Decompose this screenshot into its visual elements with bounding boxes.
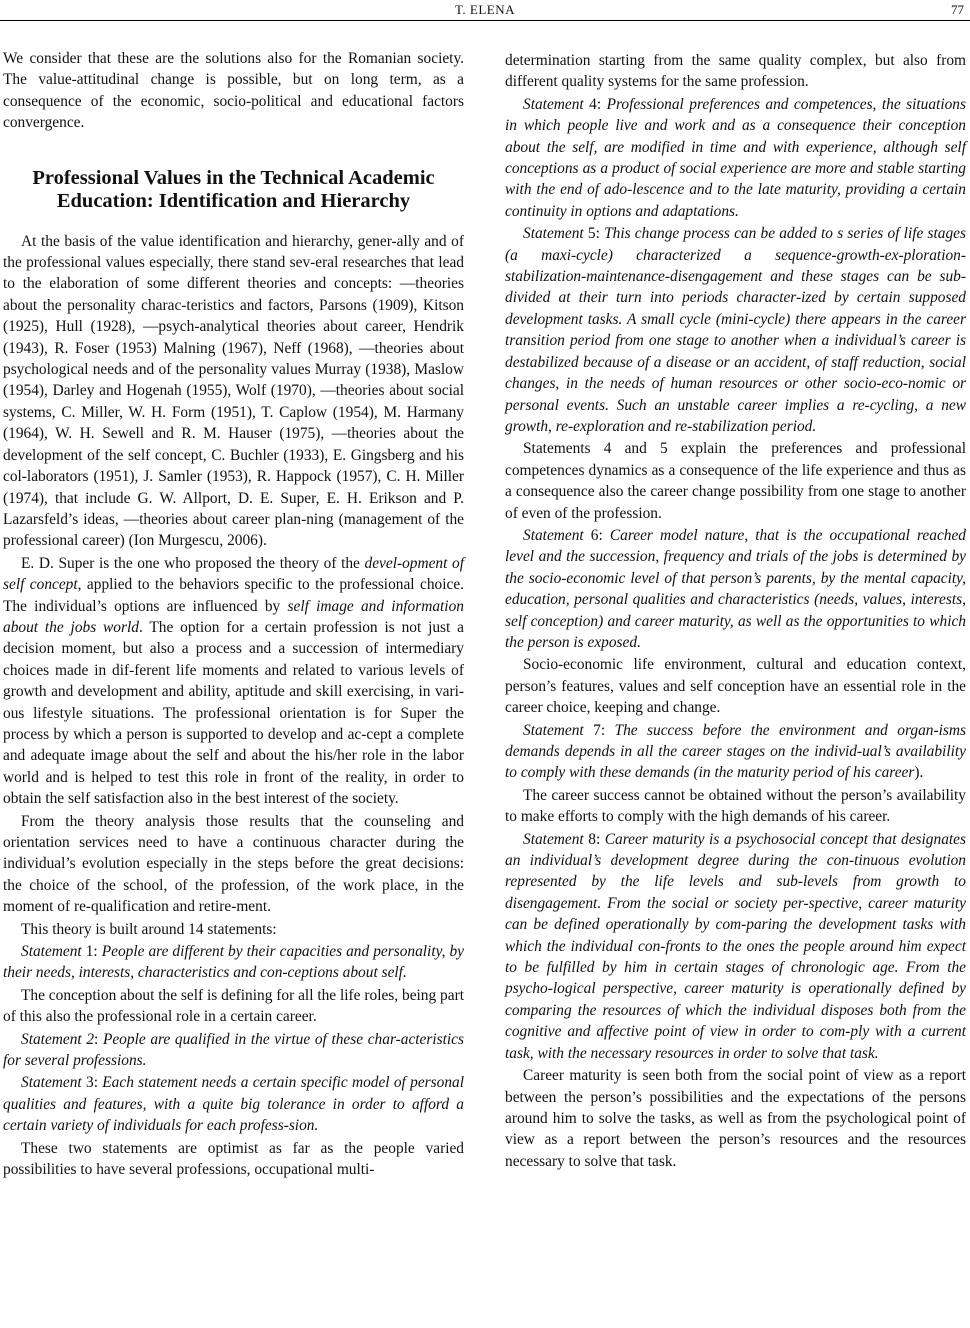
super-text-a: E. D. Super is the one who proposed the theory of the (21, 554, 365, 572)
page-number: 77 (951, 2, 964, 17)
right-column (505, 50, 966, 1172)
statements-intro: This theory is built around 14 statements: (21, 920, 277, 938)
statement-1 (3, 941, 464, 984)
theories-paragraph: At the basis of the value identification and hierarchy, gener-ally and of the professional values especially, there stand sev-eral researches that lead to the elaboration of some different theories and concepts: —theories about the personality charac-teristics and factors, Parsons (1909), Kitson (1925), Hull (1928), —psych-analytical theories about career, Hendrik (1943), R. Foser (1953) Malning (1967), Neff (1968), —theories about psychological needs and of the personality values Murray (1938), Maslow (1954), Darley and Hogenah (1955), Wolf (1970), —theories about social systems, C. Miller, W. H. Form (1951), T. Caplow (1954), M. Harmany (1964), W. H. Sewell and R. M. Hauser (1975), —theories about the development of the self concept, C. Buchler (1933), E. Gingsberg and his col-laborators (1951), J. Samler (1953), R. Happock (1957), C. H. Miller (1974), that include G. W. Allport, D. E. Super, E. H. Erikson and P. Lazarsfeld’s ideas, —theories about career plan-ning (management of the professional career) (Ion Murgescu, 2006). (3, 232, 464, 550)
statements-4-5-paragraph: Statements 4 and 5 explain the preferences and professional competences dynamics as a consequence of the life experience and thus as a consequence also the career change possibility from one stage to another of even of the profession. (505, 440, 966, 522)
statement-6-num: 6: (583, 526, 610, 544)
statement-8-num: 8: (583, 830, 605, 848)
statement-4-text: Professional preferences and competences, the situations in which people live and work and as a consequence their conception about the self, are modified in time and with experience, although self conceptions as a product of social experience are more and stable starting with the end of ado-lescence and to the late maturity, providing a certain continuity in options and adaptations. (505, 95, 966, 220)
career-maturity-paragraph: Career maturity is seen both from the social point of view as a report between the person’s possibilities and the expectations of the persons around him to solve the tasks, as well as from the psychological point of view as a report between the person’s resources and the resources necessary to solve that task. (505, 1067, 966, 1170)
statement-8-text: Career maturity is a psychosocial concept that designates an individual’s development degree during the con-tinuous evolution represented by the life levels and sub-levels from growth to disengagement. From the social or society per-spective, career maturity can be defined operationally by com-paring the development tasks with which the individual con-fronts to the ones the people around him expect to be fulfilled by him in certain stages of chronologic age. From the psycho-logical perspective, career maturity is operationally defined by comparing the resources of which the individual disposes both from the cognitive and affective point of view in order to com-ply with a current task, with the necessary resources in order to solve that task. (505, 830, 966, 1062)
statement-5 (505, 223, 966, 437)
super-paragraph (3, 553, 464, 810)
statement-7 (505, 720, 966, 784)
section-heading: Professional Values in the Technical Academic Education: Identification and Hierarchy (32, 166, 435, 212)
statement-6 (505, 525, 966, 653)
statement-7-label: Statement (523, 721, 584, 739)
statement-4-label: Statement (523, 95, 584, 113)
statement-6-paren: needs, values, interests, self conception (505, 591, 966, 630)
statement-5-num: 5: (583, 225, 605, 243)
left-column (3, 48, 464, 1181)
statement-5-mini: mini-cycle (721, 310, 786, 328)
self-conception-paragraph: The conception about the self is defining for all the life roles, being part of this also the professional role in a certain career. (3, 986, 464, 1026)
statement-1-label: Statement (21, 943, 82, 961)
statement-7-text-a: The success before the environment and organ-isms demands depends in all the career stages on the individ-ual’s availability to comply with these demands ( (505, 721, 966, 782)
statement-4 (505, 94, 966, 222)
statement-5-label: Statement (523, 225, 584, 243)
counseling-paragraph: From the theory analysis those results that the counseling and orientation services need to have a continuous character during the individual’s evolution especially in the steps before the great decisions: the choice of the school, of the profession, of the work place, in the moment of re-qualification and retire-ment. (3, 812, 464, 916)
statement-2-label: Statement 2 (21, 1030, 95, 1048)
super-emphasis-a: devel-opment of self concept (3, 554, 464, 594)
statement-3 (3, 1072, 464, 1136)
statement-2 (3, 1029, 464, 1072)
statement-8-label: Statement (523, 830, 584, 848)
statement-1-text: People are different by their capacities and personality, by their needs, interests, characteristics and con-ceptions about self. (3, 943, 464, 982)
optimist-paragraph: These two statements are optimist as far as the people varied possibilities to have several professions, occupational multi- (3, 1139, 464, 1179)
statement-3-text: Each statement needs a certain specific model of personal qualities and features, with a quite big tolerance in order to afford a certain variety of individuals for each profess-sion. (3, 1074, 464, 1135)
statement-7-num: 7: (583, 721, 615, 739)
running-header (0, 0, 970, 21)
super-emphasis-b: self image and information about the jobs world (3, 597, 464, 636)
statement-3-label: Statement (21, 1074, 82, 1092)
statement-4-num: 4: (583, 95, 607, 113)
socio-economic-paragraph: Socio-economic life environment, cultural and education context, person’s features, values and self conception have an essential role in the career choice, keeping and change. (505, 656, 966, 717)
statement-3-num: 3: (81, 1074, 103, 1092)
statement-1-num: 1: (81, 943, 102, 961)
statement-5-text-b: ) there appears in the career transition period from one stage to another when a individual’s career is destabilized because of a disease or an accident, of staff reduction, social changes, in the needs of human resources or other socio-eco-nomic or personal events. Such an unstable career implies a re-cycling, a new growth, re-exploration and re-stabilization period. (505, 310, 966, 435)
running-title: T. ELENA (454, 2, 516, 17)
statement-6-text-b: ) and career maturity, as well as the opportunities to which the person is exposed. (505, 612, 966, 651)
continued-paragraph: determination starting from the same quality complex, but also from different quality systems for the same profession. (505, 52, 966, 91)
intro-paragraph: We consider that these are the solutions also for the Romanian society. The value-attitudinal change is possible, but on long term, as a consequence of the economic, socio-political and educational factors convergence. (3, 50, 464, 132)
super-text-e: . The option for a certain profession is not just a decision moment, but also a process and a succession of intermediary choices made in dif-ferent life moments and related to various levels of growth and development and ability, aptitude and skill exercising, in vari-ous lifestyle situations. The professional orientation is for Super the process by which a person is supported to develop and ac-cept a complete and adequate image about the self and about the his/her role in the labor world and is helped to test this role in front of the reality, in order to obtain the self satisfaction also in the best interest of the society. (3, 618, 464, 808)
super-text-c: , applied to the behaviors specific to the professional choice. The individual’s options are influenced by (3, 576, 465, 615)
statement-2-text: People are qualified in the virtue of these char-acteristics for several professions. (3, 1030, 465, 1070)
statement-5-text-a: This change process can be added to s series of life stages (a maxi-cycle) characterized a sequence-growth-ex-ploration-stabilization-maintenance-disengagement and these stages can be sub-divided at their turn into periods character-ized by certain supposed development tasks. A small cycle ( (505, 225, 966, 328)
statement-2-num: : (94, 1030, 103, 1048)
statement-7-paren: in the maturity period of his career (698, 764, 915, 782)
career-success-paragraph: The career success cannot be obtained without the person’s availability to make efforts to comply with the high demands of his career. (505, 786, 966, 826)
statement-8 (505, 829, 966, 1064)
statement-6-label: Statement (523, 526, 584, 544)
statement-6-text-a: Career model nature, that is the occupational reached level and the succession, frequency and trials of the jobs is determined by the socio-economic level of that person’s parents, by the mental capacity, education, personal qualities and characteristics ( (505, 526, 967, 609)
statement-7-text-b: ). (914, 764, 924, 782)
